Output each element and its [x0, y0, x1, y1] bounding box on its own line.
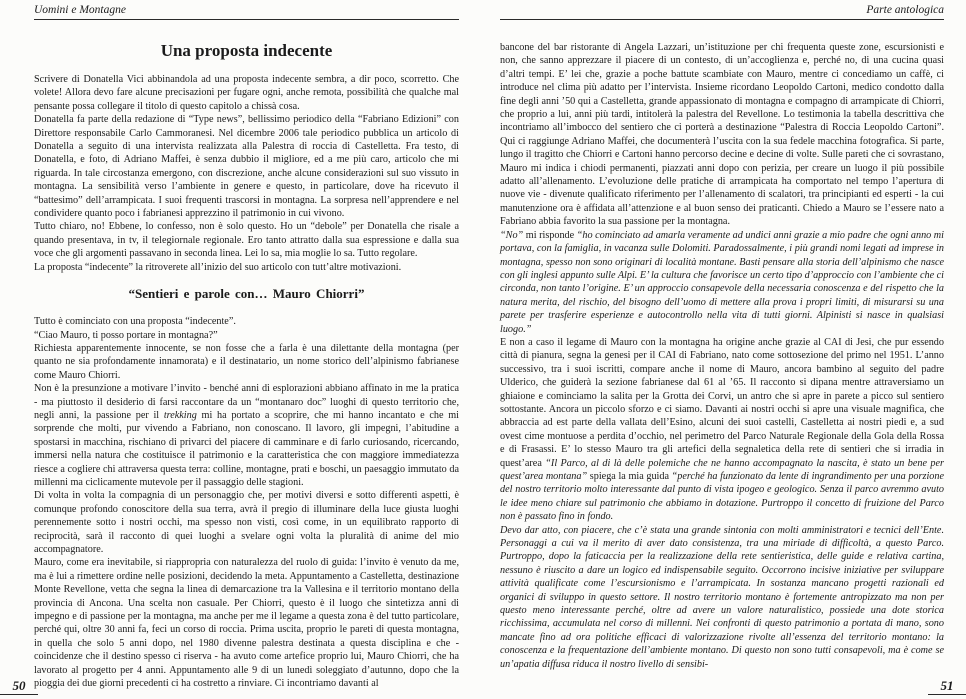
paragraph: bancone del bar ristorante di Angela Lazzari, un’istituzione per chi frequenta queste zone, escursionisti e non, che sanno apprezzare il piacere di un contesto, di un’accoglienza e, perché no, di una cucina quasi d’altri tempi. E’ lei che, grazie a poche battute scambiate con Mauro, mentre ci concediamo un caffè, ci introduce nel clima più adatto per l’intervista. Insieme ricordano Leopoldo Cartoni, medico condotto dalla fine degli anni ’50 qui a Castelletta, grande appassionato di montagna e compagno di arrampicate di Chiorri, che proprio a lui, anni più tardi, intitolerà la palestra del Revellone. Lo testimonia la tabella descrittiva che incontriamo all’imbocco del sentiero che ci porterà a destinazione “Palestra di Roccia Leopoldo Cartoni”. Qui ci raggiunge Adriano Maffei, che documenterà l’uscita con la sua fedele macchina fotografica. Si parte, lungo il tragitto che Chiorri e Cartoni hanno percorso decine e decine di volte. Sulle pareti che ci sovrastano, Mauro mi indica i chiodi permanenti, piazzati anni dopo con perizia, per creare un luogo il più possibile adatto all’allenamento. L’evoluzione delle pratiche di arrampicata ha comportato nel tempo l’apertura di nuove vie - divenute qualificato riferimento per l’allenamento di scalatori, tra principianti ed esperti - la cui manutenzione ora è affidata all’attenzione e al buon senso dei praticanti. Chiedo a Mauro se l’essere nato a Fabriano abbia favorito la sua passione per la montagna. [500, 42, 944, 228]
paragraph: Tutto chiaro, no! Ebbene, lo confesso, non è solo questo. Ho un “debole” per Donatella che risale a quando presentava, in tv, il telegiornale regionale. Ero tanto attratto dalla sua espressione e dalla sua voce che gli argomenti passavano in seconda linea. Lei lo sa, mia moglie lo sa. Tutto regolare. [34, 221, 459, 260]
page-left [34, 0, 459, 699]
italic-word: trekking [163, 409, 197, 421]
folio-rule-right [928, 694, 966, 695]
text-run: mi ha portato a scoprire, che mi hanno incantato e che mi sorprende che molti, pur vivendo a Fabriano, non conoscano. Il lavoro, gli impegni, l’abitudine a spostarsi in macchina, rischiano di privarci del piacere di camminare e di farlo curiosando, ricercando, immersi nella natura che costituisce il patrimonio e la caratteristica che con maggiore immediatezza riesce a cogliere chi attraversa questa terra: colline, montagne, prati e boschi, un paesaggio immutato da millenni ma ciclicamente mutevole per il passaggio delle stagioni. [34, 409, 459, 488]
paragraph: Devo dar atto, con piacere, che c’è stata una grande sintonia con molti amministratori e tecnici dell’Ente. Personaggi a cui va il merito di aver dato consistenza, tra una miriade di difficoltà, a questo Parco. Purtroppo, dopo la faticaccia per la realizzazione della rete sentieristica, delle guide e relativa cartina, nessuno è riuscito a dare un logico ed indispensabile seguito. Occorrono incisive iniziative per sviluppare attività qualificate come l’escursionismo e l’arrampicata. In sostanza mancano progetti razionali ed organici di sviluppo in questo settore. Il nostro territorio montano è fortemente antropizzato ma non per questo meno interessante perché, oltre ad avere un valore naturalistico, possiede una dote storica ricchissima, accumulata nel corso di millenni. Nei confronti di questo patrimonio a portata di mano, sono mancate fino ad ora politiche efficaci di valorizzazione rivolte all’essenza del territorio montano: la conoscenza e la frequentazione dell’ambiente montano. Di questo non sono tutti consapevoli, ma è come se un’apatia diffusa riduca il nostro livello di sensibi- [500, 524, 944, 670]
page-number-right-container [928, 679, 966, 695]
paragraph: Tutto è cominciato con una proposta “indecente”. [34, 316, 236, 328]
page-number: 50 [12, 678, 26, 693]
text-run: E non a caso il legame di Mauro con la montagna ha origine anche grazie al CAI di Jesi, che pur essendo città di pianura, segna la genesi per il CAI di Fabriano, nato come sottosezione del primo nel 1951. L’anno successivo, tra i suoi iscritti, compare anche il nome di Mauro, ancora bambino al seguito del padre Ulderico, che guiderà la sezione fabrianese dal 61 al ’65. Il racconto si dipana mentre attraversiamo un ghiaione e cominciamo la salita per la Grotta dei Corvi, un antro che si apre in parete a picco sul sentiero sottostante. Ancora un piccolo sforzo e ci siamo. Davanti ai nostri occhi si apre una visuale magnifica, che abbraccia ad est parte della vallata dell’Esino, alcuni dei suoi castelli, Castelletta ai nostri piedi e, a sud ovest cime montuose a perdita d’occhio, nel perimetro del Parco Naturale Regionale della Gola della Rossa e di Frasassi. E’ lo stesso Mauro tra gli artefici della segnaletica della rete di sentieri che si irradia in quest’area [500, 336, 944, 469]
paragraph [34, 382, 459, 489]
quote-run: “No” [500, 229, 524, 241]
page-number: 51 [940, 678, 954, 693]
page-right [500, 0, 944, 699]
paragraph: Di volta in volta la compagnia di un personaggio che, per motivi diversi e sotto differenti aspetti, è comunque profondo conoscitore della sua terra, avrà il pregio di illuminare della luce giusta luoghi perennemente sotto i nostri occhi, ma spesso non visti, così come, in un equilibrato rapporto di reciprocità, sarà il racconto di quei luoghi a svelare ogni volta la pluralità di anime del mio accompagnatore. [34, 490, 459, 555]
right-body [500, 41, 944, 671]
paragraph: Mauro, come era inevitabile, si riappropria con naturalezza del ruolo di guida: l’invito è venuto da me, ma è lui a rimettere ordine nelle posizioni, decidendo la meta. Appuntamento a Castelletta, destinazione Monte Revellone, vetta che segna la linea di demarcazione tra la Vallesina e il territorio montano della provincia di Ancona. Una scelta non casuale. Per Chiorri, questo è il luogo che sintetizza anni di impegno e di passione per la montagna, ma anche per me il legame a questa zona è del tutto particolare, perché qui, oltre 30 anni fa, feci un corso di roccia. Prima uscita, proprio le pareti di questa montagna, in quella che solo 5 anni dopo, nel 1980 divenne palestra destinata a questa disciplina e che - coincidenze che il destino spesso ci riserva - ha avuto come artefice proprio lui, Mauro Chiorri, che ha lavorato al progetto per 4 anni. Appuntamento alle 9 di un lunedì soleggiato d’autunno, dopo che la pioggia dei due giorni precedenti ci ha costretto a rinviare. Ci incontriamo davanti al [34, 557, 459, 690]
paragraph: Richiesta apparentemente innocente, se non fosse che a farla è una dilettante della montagna (per quanto ne sia profondamente innamorata) e il destinatario, un nome storico dell’alpinismo fabrianese come Mauro Chiorri. [34, 342, 459, 381]
quote-run: “ho cominciato ad amarla veramente ad undici anni grazie a mio padre che ogni anno mi portava, con la famiglia, in vacanza sulle Dolomiti. Paradossalmente, i più grandi nomi legati ad imprese in montagna, spesso non sono originari di località montane. Basti pensare alla storia dell’alpinismo che nasce con gli inglesi appunto sulle Alpi. E’ la cultura che favorisce un certo tipo d’approccio con l’ambiente che ci circonda, non tanto l’origine. E’ un approccio consapevole della necessaria conoscenza e del rispetto che la natura merita, del rischio, del bisogno dell’uomo di mettere alla prova i propri limiti, di misurarsi su una parete per trasferire esperienze e autocontrollo nella vita di tutti giorni. Alpinisti si nasce in qualsiasi luogo.” [500, 229, 944, 335]
running-header-left: Uomini e Montagne [34, 4, 126, 16]
header-rule-left [34, 19, 459, 20]
header-rule-right [500, 19, 944, 20]
text-run: Non è la presunzione a motivare l’invito - benché anni di esplorazioni abbiano affinato in me la pratica - ma piuttosto il desiderio di farsi raccontare da un “montanaro doc” luoghi di questo territorio che, negli anni, la passione per il [34, 383, 459, 421]
text-run: mi risponde [523, 229, 577, 241]
left-body [34, 73, 459, 690]
paragraph [500, 229, 944, 336]
page-number-left-container [0, 679, 38, 695]
quote-run: “Il Parco, al di là delle polemiche che ne hanno accompagnato la nascita, è stato un bene per quest’area montana” [500, 457, 944, 482]
paragraph: Donatella fa parte della redazione di “Type news”, bellissimo periodico della “Fabriano Edizioni” con Direttore responsabile Carlo Cammoranesi. Nel dicembre 2006 tale periodico pubblica un articolo di Donatella a seguito di una intervista realizzata alla Palestra di roccia di Castelletta. Fra testo, di Donatella, e foto, di Adriano Maffei, è senza dubbio il migliore, ed a me più caro, articolo che mi riguarda. In tale circostanza emergono, con discrezione, anche alcune considerazioni sul suo vissuto in montagna. La sensibilità verso l’ambiente in genere e questo, in particolare, dove ha ricevuto il “battesimo” dell’arrampicata. I suoi frequenti trascorsi in montagna. La sorpresa nell’apprendere e nel condividere quanto poco i fabrianesi apprezzino il patrimonio in cui vivono. [34, 114, 459, 220]
quote-run: “perché ha funzionato da lente di ingrandimento per una porzione del nostro territorio molto interessante dal punto di vista ipogeo e geologico. Senza il parco avremmo avuto le idee meno chiare sul patrimonio che abbiamo in dotazione. Purtroppo il concetto di fruizione del Parco non è passato fino in fondo. [500, 471, 944, 523]
paragraph [500, 336, 944, 524]
paragraph: “Ciao Mauro, ti posso portare in montagna?” [34, 329, 218, 341]
text-run: spiega la mia guida [587, 471, 672, 482]
section-heading: “Sentieri e parole con… Mauro Chiorri” [128, 286, 365, 302]
folio-rule-left [0, 694, 38, 695]
article-title: Una proposta indecente [160, 41, 333, 60]
running-header-right: Parte antologica [866, 4, 944, 16]
paragraph: La proposta “indecente” la ritroverete all’inizio del suo articolo con tutt’altre motivazioni. [34, 261, 402, 273]
paragraph: Scrivere di Donatella Vici abbinandola ad una proposta indecente sembra, a dir poco, scorretto. Che volete! Allora devo fare alcune precisazioni per fugare ogni, anche remota, possibilità che qualche mal pensante possa collegare il titolo di questo capitolo a chissà cosa. [34, 74, 459, 112]
